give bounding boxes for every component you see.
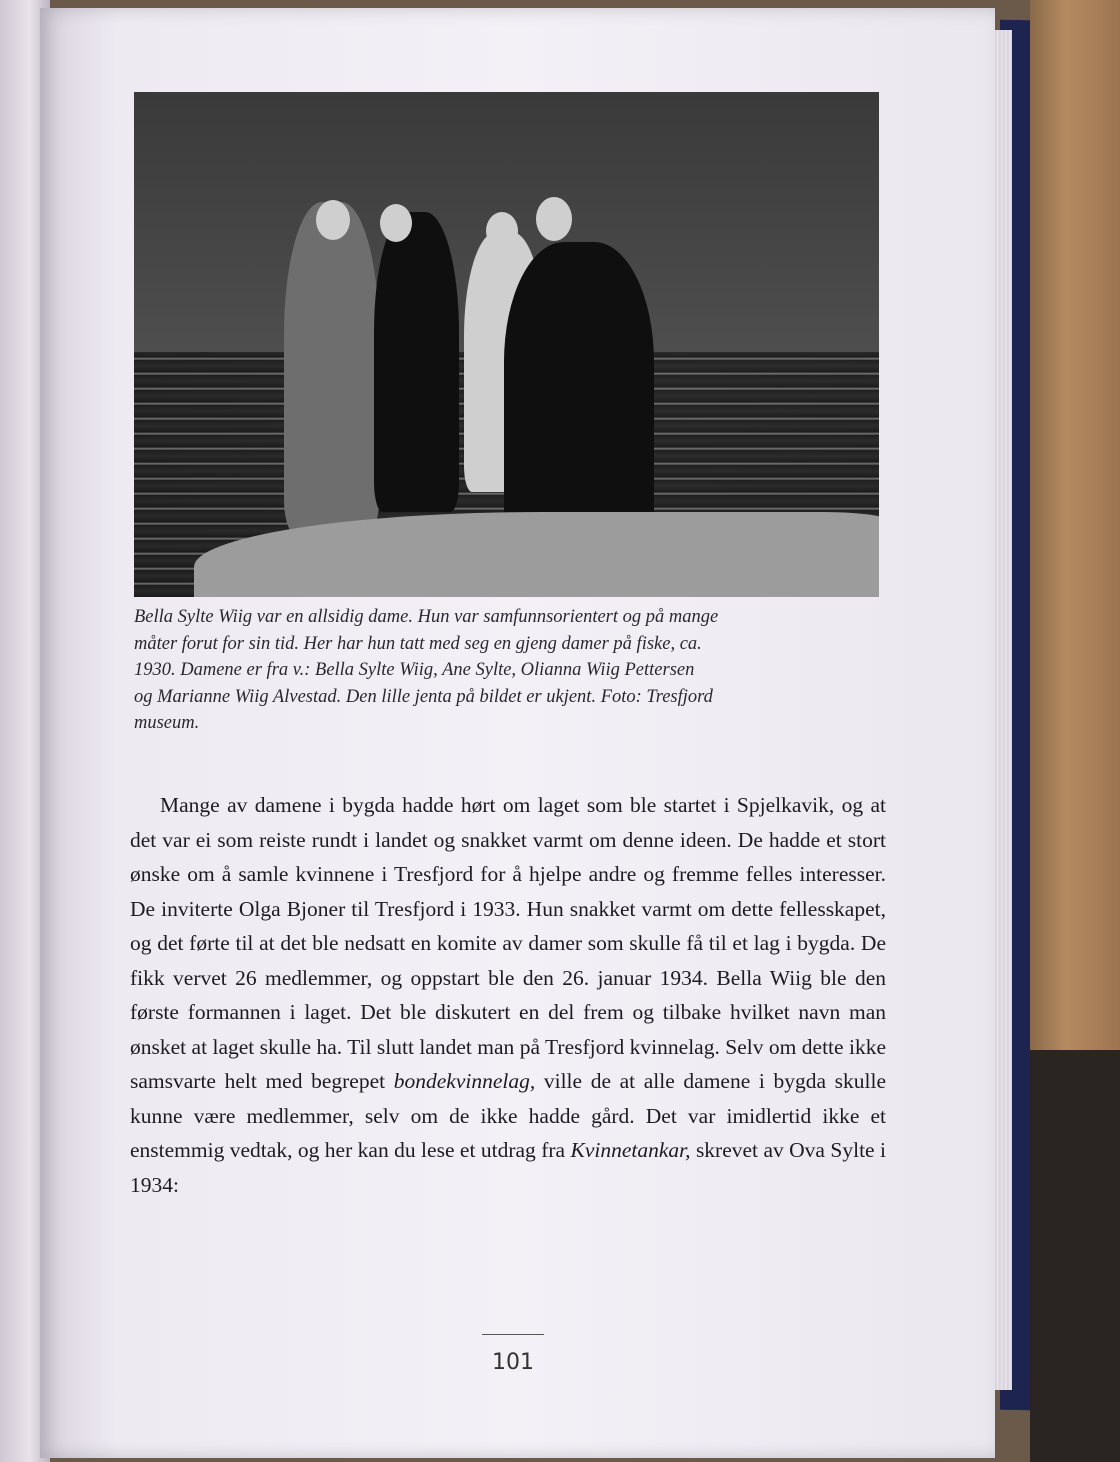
- body-paragraph: [130, 788, 886, 1202]
- body-italic-term: bondekvinnelag,: [393, 1069, 536, 1093]
- body-text-part: Mange av damene i bygda hadde hørt om laget som ble startet i Spjelkavik, og at det var ei som reiste rundt i landet og snakket varmt om denne ideen. De hadde et stort ønske om å samle kvinnene i Tresfjord for å hjelpe andre og fremme felles interesser. De inviterte Olga Bjoner til Tresfjord i 1933. Hun snakket varmt om dette fellesskapet, og det førte til at det ble nedsatt en komite av damer som skulle få til et lag i bygda. De fikk vervet 26 medlemmer, og oppstart ble den 26. januar 1934. Bella Wiig ble den første formannen i laget. Det ble diskutert en del frem og tilbake hvilket navn man ønsket at laget skulle ha. Til slutt landet man på Tresfjord kvinnelag. Selv om dette ikke samsvarte helt med begrepet: [130, 793, 886, 1093]
- body-italic-title: Kvinnetankar,: [570, 1138, 691, 1162]
- caption-line: måter forut for sin tid. Her har hun tatt med seg en gjeng damer på fiske, ca.: [134, 633, 702, 654]
- caption-line: og Marianne Wiig Alvestad. Den lille jenta på bildet er ukjent. Foto: Tresfjord: [134, 686, 713, 707]
- photo-caption: [134, 604, 884, 737]
- historical-photo: [134, 92, 879, 597]
- caption-line: 1930. Damene er fra v.: Bella Sylte Wiig, Ane Sylte, Olianna Wiig Pettersen: [134, 660, 695, 680]
- caption-line: Bella Sylte Wiig var en allsidig dame. Hun var samfunnsorientert og på mange: [134, 607, 719, 627]
- footer-rule: [482, 1334, 544, 1335]
- page-number: 101: [492, 1350, 534, 1375]
- table-shadow: [1030, 1050, 1120, 1462]
- body-text-part: skrevet av Ova Sylte i 1934:: [130, 1138, 886, 1197]
- caption-line: museum.: [134, 713, 200, 733]
- body-text-part: ville de at alle damene i bygda skulle kunne være medlemmer, selv om de ikke hadde gård. Det var imidlertid ikke et enstemmig vedtak, og her kan du lese et utdrag fra: [130, 1069, 886, 1162]
